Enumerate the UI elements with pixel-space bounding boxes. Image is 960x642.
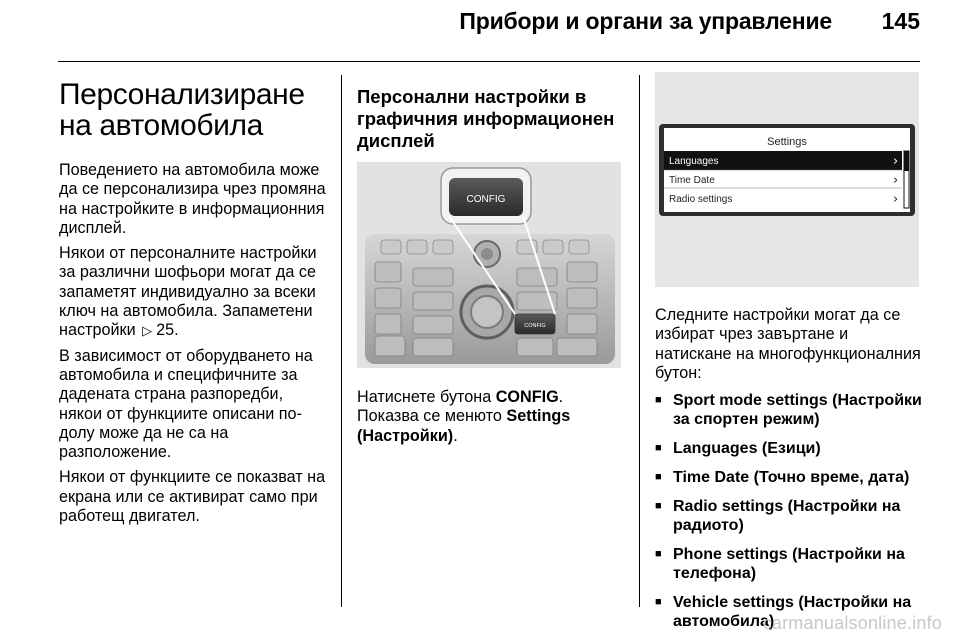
chevron-right-icon: › xyxy=(893,154,899,169)
instruction-text: Натиснете бутона xyxy=(357,388,492,406)
watermark: carmanualsonline.info xyxy=(762,613,942,633)
section-heading: Персонални настройки в графичния информационен дисплей xyxy=(357,86,615,151)
config-button-zoom-label: CONFIG xyxy=(466,194,506,205)
page-reference[interactable]: 25. xyxy=(156,321,179,340)
settings-options-list xyxy=(655,391,925,631)
list-item: ■ Sport mode settings (Настройки за спортен режим) xyxy=(655,391,925,429)
section-heading: Персонализиране на автомобила xyxy=(59,78,305,142)
arrow-ref-icon: ▷ xyxy=(142,323,153,339)
instruction-text: Показва се менюто xyxy=(357,407,502,426)
chevron-right-icon: › xyxy=(893,192,899,207)
header-rule xyxy=(58,61,920,62)
config-button-small-label: CONFIG xyxy=(524,323,546,329)
control-panel-illustration xyxy=(357,162,621,368)
list-item: ■ Time Date (Точно време, дата) xyxy=(655,468,925,487)
list-item: ■ Radio settings (Настройки на радиото) xyxy=(655,497,925,535)
config-button-ref: CONFIG xyxy=(495,388,559,406)
column-2 xyxy=(357,86,625,452)
column-3 xyxy=(655,72,925,641)
instruction-press xyxy=(357,388,625,446)
page-number: 145 xyxy=(881,8,920,34)
list-item: ■ Phone settings (Настройки на телефона) xyxy=(655,545,925,583)
menu-item-languages: Languages xyxy=(669,156,719,167)
options-intro: Следните настройки могат да се избират чрез завъртане и натискане на многофункционалния бутон: xyxy=(655,306,921,382)
header-title: Прибори и органи за управление xyxy=(459,8,832,34)
paragraph: Някои от функциите се показват на екрана или се активират само при работещ двигател. xyxy=(59,468,326,526)
list-item: ■ Vehicle settings (Настройки на автомобила) xyxy=(655,593,925,631)
column-divider-1 xyxy=(341,75,342,607)
menu-item-radio-settings: Radio settings xyxy=(669,194,733,205)
column-divider-2 xyxy=(639,75,640,607)
menu-item-time-date: Time Date xyxy=(669,175,715,186)
column-1 xyxy=(59,79,327,532)
paragraph: Поведението на автомобила може да се персонализира чрез промяна на настройките в информационния дисплей. xyxy=(59,161,326,237)
chevron-right-icon: › xyxy=(893,173,899,188)
display-photo xyxy=(655,72,919,287)
control-panel-photo xyxy=(357,162,621,368)
screen-title: Settings xyxy=(767,136,807,148)
punctuation: . xyxy=(453,426,458,445)
paragraph xyxy=(59,244,327,340)
paragraph-text: Някои от персоналните настройки за различни шофьори могат да се запаметят индивидуално за всеки ключ на автомобила. Запаметени настройки xyxy=(59,244,317,340)
settings-screen-illustration xyxy=(655,72,919,287)
paragraph: В зависимост от оборудването на автомобила и специфичните за дадената страна разпоредби, някои от функциите описани по-долу може да не са на разположение. xyxy=(59,346,313,462)
punctuation: . xyxy=(558,388,564,406)
list-item: ■ Languages (Езици) xyxy=(655,439,925,458)
settings-menu-ref: Settings (Настройки) xyxy=(357,407,571,445)
